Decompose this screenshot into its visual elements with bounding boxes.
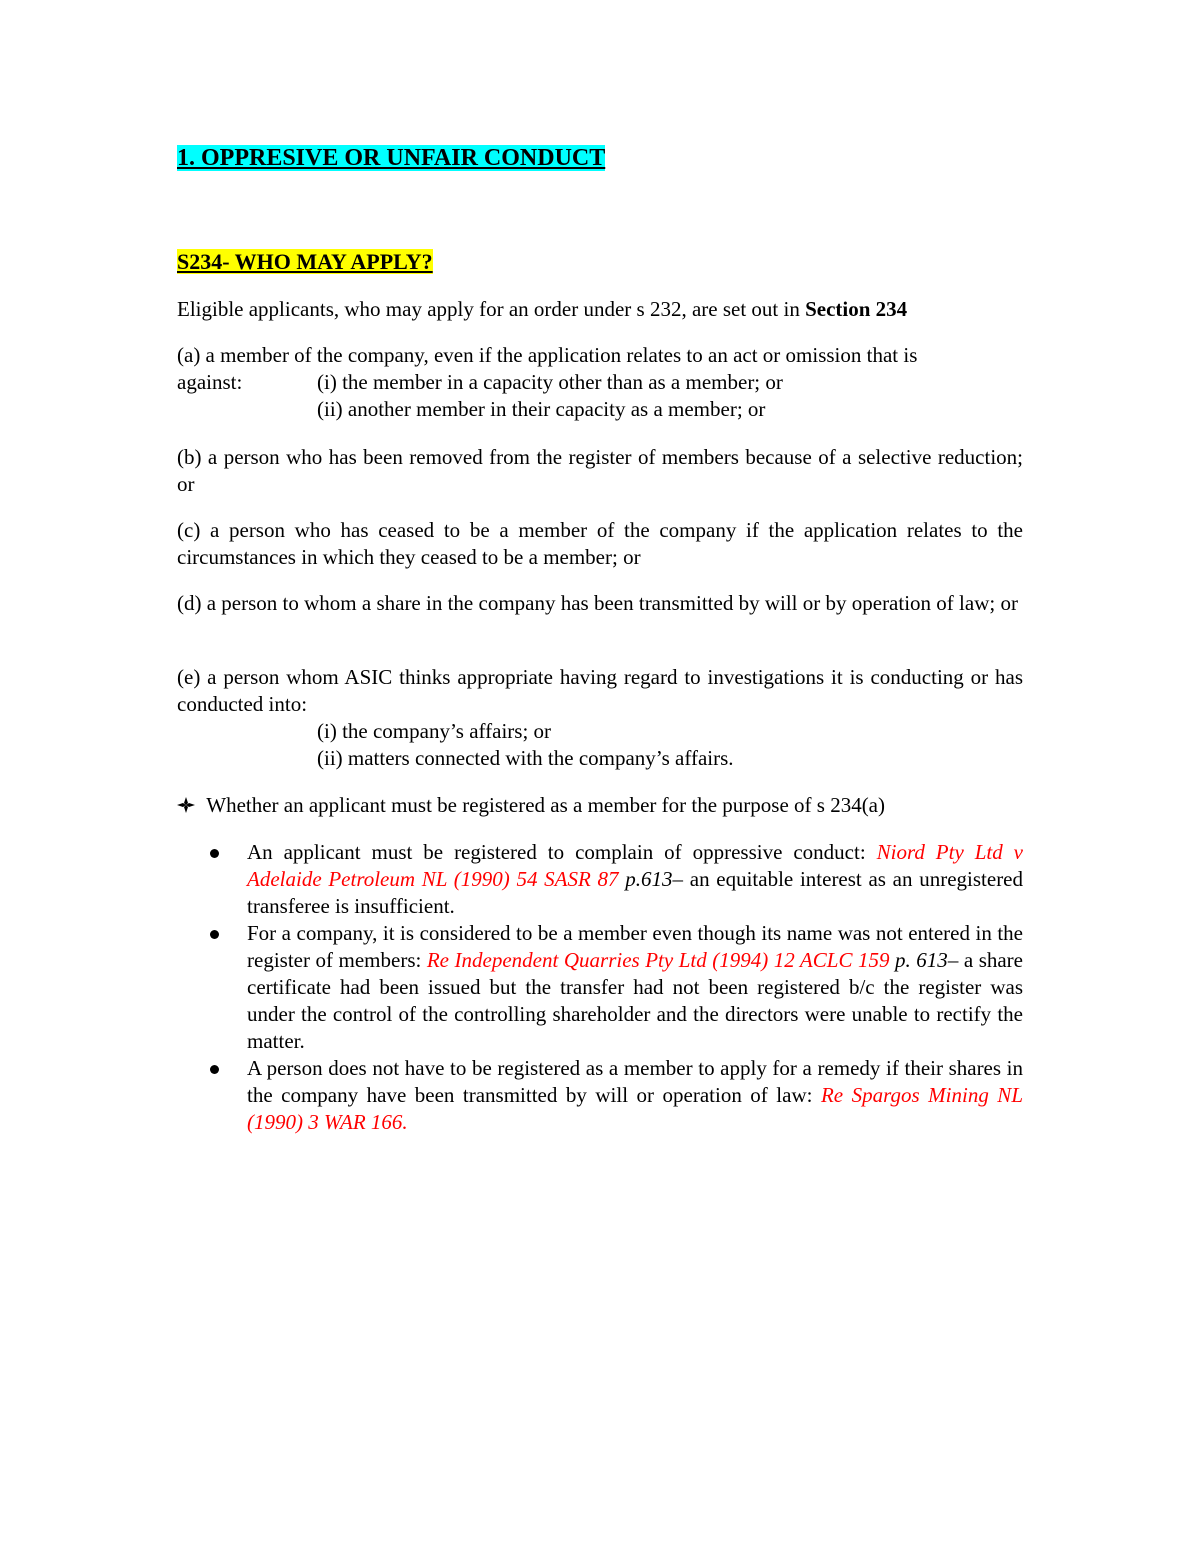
bullet-3-text: A person does not have to be registered as a member to apply for a remedy if their shares in the company have been transmitted by will or operation of law: <box>247 1056 1023 1107</box>
bullet-dot-icon <box>210 849 219 858</box>
bullet-3-text-2: . <box>402 1110 408 1134</box>
paragraph-a-line1: (a) a member of the company, even if the application relates to an act or omission that is <box>177 343 918 367</box>
bullet-2-text-2: – a share certificate had been issued but the transfer had not been registered b/c the register was under the control of the controlling shareholder and the directors were unable to rectify the matter. <box>247 948 1023 1053</box>
paragraph-e-text: (e) a person whom ASIC thinks appropriate having regard to investigations it is conducting or has conducted into: <box>177 665 1023 716</box>
question-line <box>177 792 1023 819</box>
intro-text: Eligible applicants, who may apply for an order under s 232, are set out in <box>177 297 806 321</box>
paragraph-e-item-i: (i) the company’s affairs; or <box>317 719 552 743</box>
paragraph-d: (d) a person to whom a share in the company has been transmitted by will or by operation of law; or <box>177 591 1018 615</box>
paragraph-b: (b) a person who has been removed from the register of members because of a selective reduction; or <box>177 445 1023 496</box>
bullet-2-page: p. 613 <box>889 948 948 972</box>
bullet-dot-icon <box>210 1065 219 1074</box>
paragraph-e <box>177 664 1023 772</box>
subsection-heading <box>177 248 1023 276</box>
bullet-item <box>177 1055 1023 1136</box>
bullet-1-text-2: – an equitable interest as an unregistered transferee is insufficient. <box>247 867 1024 918</box>
case-citation-niord: Niord Pty Ltd v Adelaide Petroleum NL (1990) 54 SASR 87 <box>247 840 1023 891</box>
intro-paragraph <box>177 296 1023 323</box>
bullet-item <box>177 920 1023 1055</box>
diamond-bullet-icon <box>177 793 200 817</box>
paragraph-a-item-i: (i) the member in a capacity other than as a member; or <box>317 370 783 394</box>
paragraph-c: (c) a person who has ceased to be a member of the company if the application relates to the circumstances in which they ceased to be a member; or <box>177 518 1023 569</box>
bullet-1-text: An applicant must be registered to complain of oppressive conduct: <box>247 840 877 864</box>
paragraph-a-row <box>177 369 1023 396</box>
bullet-2-text: For a company, it is considered to be a member even though its name was not entered in the register of members: <box>247 921 1023 972</box>
bullet-item <box>177 839 1023 920</box>
subsection-heading-text: S234- WHO MAY APPLY? <box>177 249 433 274</box>
case-citation-independent-quarries: Re Independent Quarries Pty Ltd (1994) 12 ACLC 159 <box>426 948 890 972</box>
paragraph-a <box>177 342 1023 423</box>
bullet-list <box>177 839 1023 1136</box>
paragraph-e-item-ii: (ii) matters connected with the company’s affairs. <box>317 746 734 770</box>
bullet-1-page: p.613 <box>618 867 673 891</box>
intro-section-ref: Section 234 <box>805 297 908 321</box>
bullet-dot-icon <box>210 930 219 939</box>
question-text: Whether an applicant must be registered as a member for the purpose of s 234(a) <box>206 793 885 817</box>
section-heading-text: 1. OPPRESIVE OR UNFAIR CONDUCT <box>177 145 606 171</box>
case-citation-spargos: Re Spargos Mining NL (1990) 3 WAR 166 <box>247 1083 1023 1134</box>
paragraph-a-item-ii: (ii) another member in their capacity as a member; or <box>317 397 766 421</box>
paragraph-a-label: against: <box>177 370 243 394</box>
section-heading <box>177 143 1023 173</box>
